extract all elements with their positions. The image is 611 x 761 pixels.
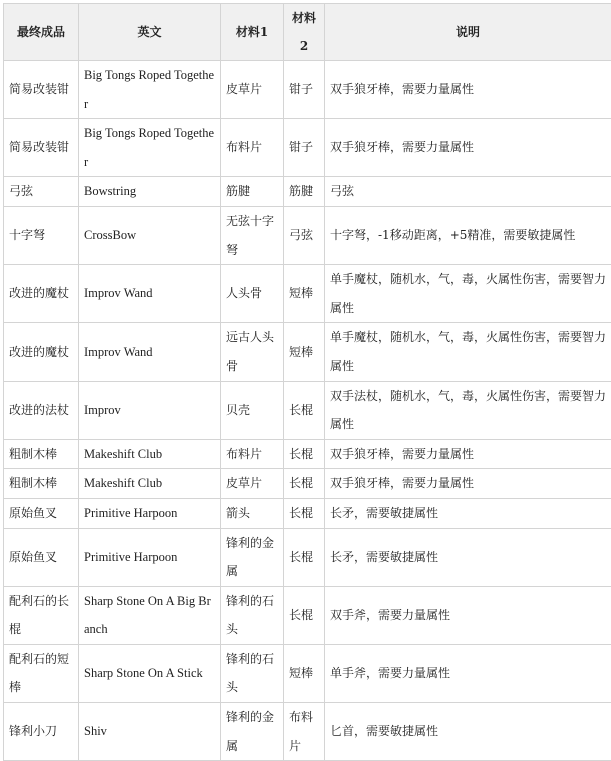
cell-material-2: 长棍 xyxy=(284,439,325,469)
cell-material-2: 长棍 xyxy=(284,586,325,644)
cell-material-2: 短棒 xyxy=(284,644,325,702)
cell-material-1: 人头骨 xyxy=(221,265,284,323)
header-english: 英文 xyxy=(79,4,221,61)
cell-description: 双手法杖，随机水，气，毒，火属性伤害，需要智力属性 xyxy=(325,381,611,439)
cell-product: 改进的法杖 xyxy=(4,381,79,439)
cell-material-1: 锋利的石头 xyxy=(221,644,284,702)
cell-product: 十字弩 xyxy=(4,206,79,264)
cell-product: 粗制木棒 xyxy=(4,439,79,469)
cell-material-1: 贝壳 xyxy=(221,381,284,439)
cell-description: 长矛，需要敏捷属性 xyxy=(325,528,611,586)
cell-description: 双手狼牙棒，需要力量属性 xyxy=(325,439,611,469)
table-row xyxy=(4,381,611,439)
cell-product: 粗制木棒 xyxy=(4,469,79,499)
table-header xyxy=(4,4,611,61)
cell-description: 十字弩，-1移动距离，+5精准，需要敏捷属性 xyxy=(325,206,611,264)
recipe-table xyxy=(3,3,611,761)
cell-material-2: 钳子 xyxy=(284,61,325,119)
cell-english: Big Tongs Roped Together xyxy=(79,119,221,177)
cell-material-2: 长棍 xyxy=(284,381,325,439)
table-row xyxy=(4,265,611,323)
cell-product: 改进的魔杖 xyxy=(4,265,79,323)
cell-material-2: 长棍 xyxy=(284,498,325,528)
header-description: 说明 xyxy=(325,4,611,61)
cell-english: Big Tongs Roped Together xyxy=(79,61,221,119)
table-row xyxy=(4,177,611,207)
cell-english: Primitive Harpoon xyxy=(79,528,221,586)
header-material-1: 材料1 xyxy=(221,4,284,61)
cell-english: Makeshift Club xyxy=(79,469,221,499)
cell-material-2: 长棍 xyxy=(284,469,325,499)
table-body xyxy=(4,61,611,761)
cell-description: 单手魔杖，随机水，气，毒，火属性伤害，需要智力属性 xyxy=(325,265,611,323)
table-row xyxy=(4,439,611,469)
cell-material-1: 远古人头骨 xyxy=(221,323,284,381)
cell-material-2: 弓弦 xyxy=(284,206,325,264)
cell-description: 双手狼牙棒，需要力量属性 xyxy=(325,119,611,177)
cell-description: 弓弦 xyxy=(325,177,611,207)
cell-material-2: 短棒 xyxy=(284,323,325,381)
cell-english: Primitive Harpoon xyxy=(79,498,221,528)
cell-description: 匕首，需要敏捷属性 xyxy=(325,703,611,761)
cell-material-2: 筋腱 xyxy=(284,177,325,207)
table-row xyxy=(4,703,611,761)
cell-product: 简易改装钳 xyxy=(4,61,79,119)
table-row xyxy=(4,498,611,528)
cell-material-1: 锋利的金属 xyxy=(221,528,284,586)
cell-material-1: 皮草片 xyxy=(221,61,284,119)
cell-english: CrossBow xyxy=(79,206,221,264)
cell-english: Improv xyxy=(79,381,221,439)
cell-material-2: 布料片 xyxy=(284,703,325,761)
cell-material-1: 锋利的石头 xyxy=(221,586,284,644)
cell-material-1: 布料片 xyxy=(221,439,284,469)
cell-english: Shiv xyxy=(79,703,221,761)
cell-material-1: 箭头 xyxy=(221,498,284,528)
cell-description: 双手狼牙棒，需要力量属性 xyxy=(325,469,611,499)
table-row xyxy=(4,469,611,499)
table-row xyxy=(4,323,611,381)
header-material-2: 材料2 xyxy=(284,4,325,61)
cell-material-2: 短棒 xyxy=(284,265,325,323)
cell-product: 改进的魔杖 xyxy=(4,323,79,381)
cell-english: Bowstring xyxy=(79,177,221,207)
table-row xyxy=(4,119,611,177)
cell-material-1: 无弦十字弩 xyxy=(221,206,284,264)
table-row xyxy=(4,206,611,264)
cell-english: Sharp Stone On A Big Branch xyxy=(79,586,221,644)
cell-material-1: 筋腱 xyxy=(221,177,284,207)
cell-description: 长矛，需要敏捷属性 xyxy=(325,498,611,528)
cell-material-1: 皮草片 xyxy=(221,469,284,499)
table-row xyxy=(4,61,611,119)
cell-material-1: 锋利的金属 xyxy=(221,703,284,761)
cell-product: 原始鱼叉 xyxy=(4,498,79,528)
cell-english: Improv Wand xyxy=(79,265,221,323)
cell-material-1: 布料片 xyxy=(221,119,284,177)
cell-material-2: 长棍 xyxy=(284,528,325,586)
table-row xyxy=(4,528,611,586)
table-row xyxy=(4,586,611,644)
cell-description: 双手斧，需要力量属性 xyxy=(325,586,611,644)
cell-english: Sharp Stone On A Stick xyxy=(79,644,221,702)
cell-product: 配利石的长棍 xyxy=(4,586,79,644)
cell-product: 原始鱼叉 xyxy=(4,528,79,586)
cell-material-2: 钳子 xyxy=(284,119,325,177)
cell-product: 锋利小刀 xyxy=(4,703,79,761)
cell-english: Makeshift Club xyxy=(79,439,221,469)
cell-description: 单手魔杖，随机水，气，毒，火属性伤害，需要智力属性 xyxy=(325,323,611,381)
cell-english: Improv Wand xyxy=(79,323,221,381)
cell-description: 单手斧，需要力量属性 xyxy=(325,644,611,702)
cell-product: 简易改装钳 xyxy=(4,119,79,177)
header-product: 最终成品 xyxy=(4,4,79,61)
cell-product: 配利石的短棒 xyxy=(4,644,79,702)
cell-description: 双手狼牙棒，需要力量属性 xyxy=(325,61,611,119)
table-row xyxy=(4,644,611,702)
cell-product: 弓弦 xyxy=(4,177,79,207)
header-row xyxy=(4,4,611,61)
